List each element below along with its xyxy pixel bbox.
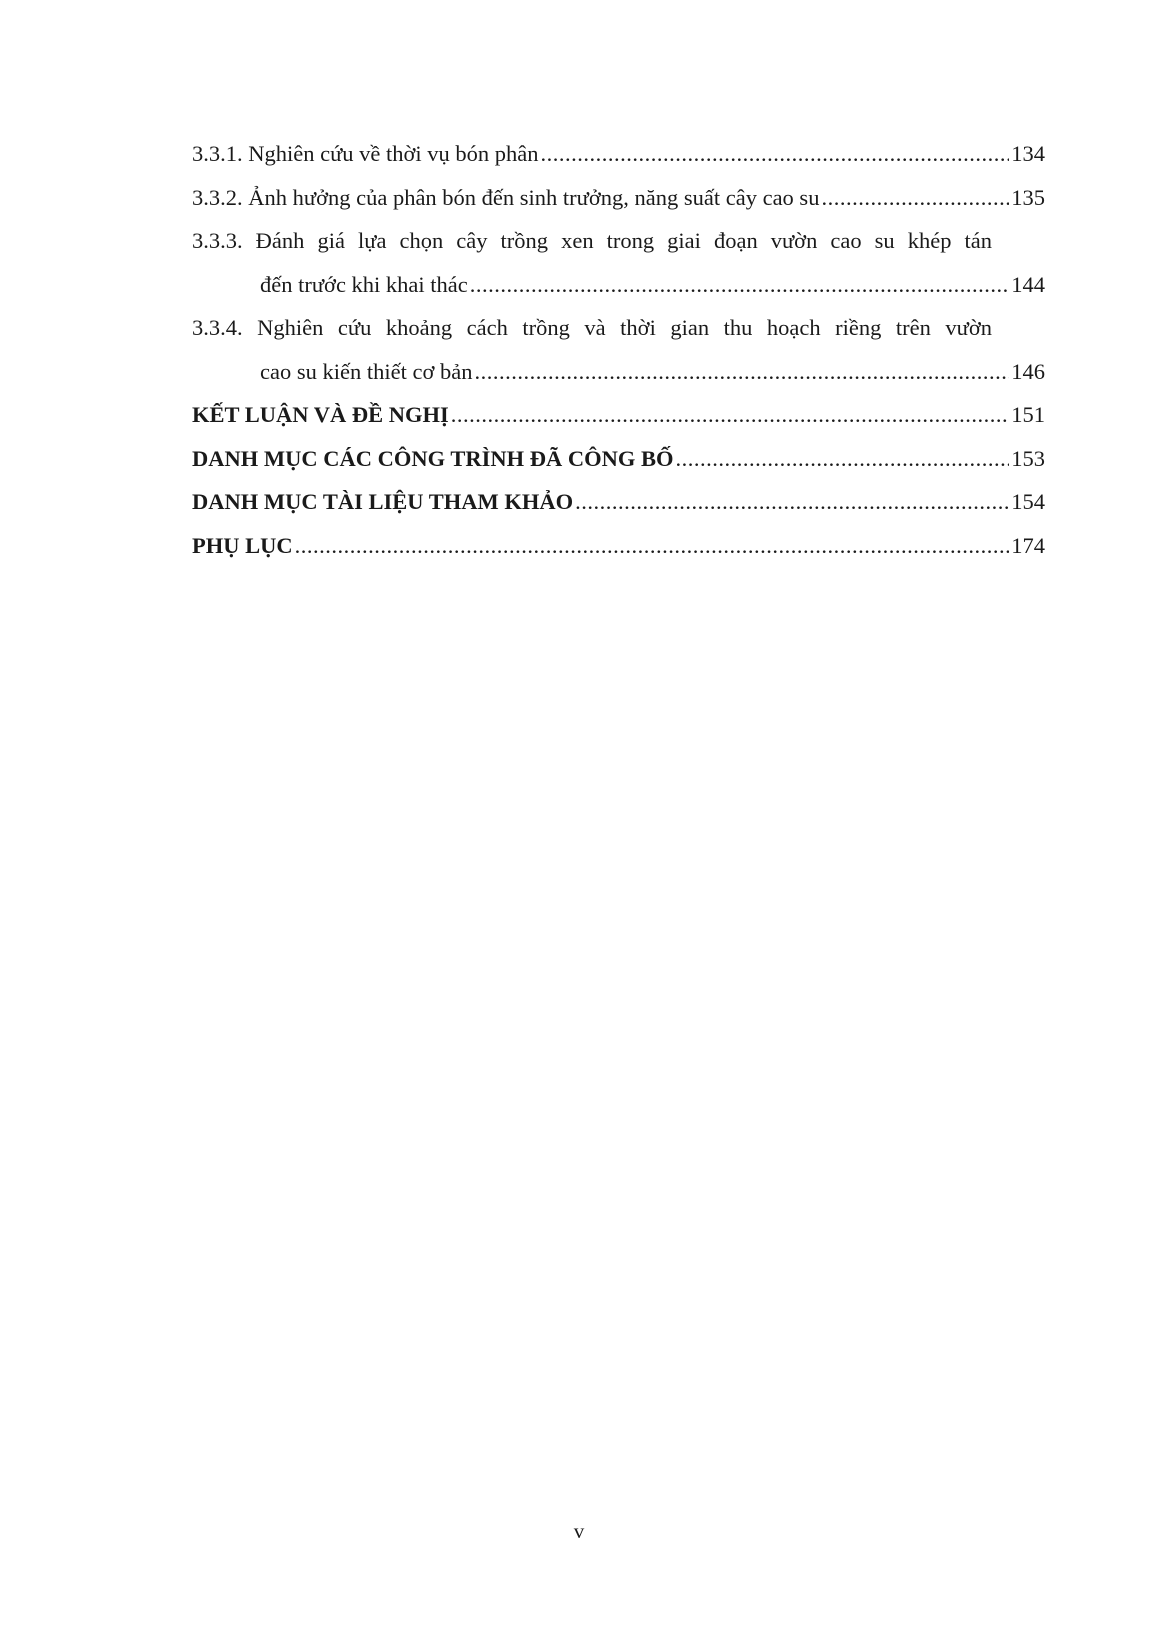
toc-entry-3-3-3-line1: [192, 219, 992, 263]
toc-entry-3-3-4-line2: [192, 350, 1045, 394]
toc-entry-title: 3.3.3. Đánh giá lựa chọn cây trồng xen trong giai đoạn vườn cao su khép tán: [192, 228, 992, 253]
toc-dot-leader: [295, 524, 1010, 568]
toc-entry-page: 174: [1011, 532, 1045, 558]
toc-entry-page: 153: [1011, 445, 1045, 471]
toc-dot-leader: [821, 176, 1009, 220]
toc-dot-leader: [575, 480, 1009, 524]
toc-entry-3-3-4-line1: [192, 306, 992, 350]
toc-dot-leader: [675, 437, 1009, 481]
toc-entry-phu-luc: [192, 524, 1045, 568]
toc-entry-page: 134: [1011, 141, 1045, 166]
toc-entry-continuation: đến trước khi khai thác: [260, 271, 468, 297]
page-number: v: [573, 1519, 585, 1543]
toc-entry-title: 3.3.4. Nghiên cứu khoảng cách trồng và thời gian thu hoạch riềng trên vườn: [192, 315, 992, 340]
toc-entry-page: 135: [1011, 184, 1045, 210]
toc-dot-leader: [451, 393, 1010, 437]
toc-entry-3-3-3-line2: [192, 263, 1045, 307]
table-of-contents: [192, 132, 1045, 567]
toc-entry-page: 151: [1011, 402, 1045, 427]
toc-entry-cong-trinh: [192, 437, 1045, 481]
toc-entry-title: PHỤ LỤC: [192, 532, 293, 558]
toc-entry-continuation: cao su kiến thiết cơ bản: [260, 358, 473, 384]
toc-entry-title: 3.3.1. Nghiên cứu về thời vụ bón phân: [192, 141, 539, 166]
toc-entry-title: KẾT LUẬN VÀ ĐỀ NGHỊ: [192, 402, 449, 427]
toc-entry-3-3-1: [192, 132, 1045, 176]
toc-entry-ket-luan: [192, 393, 1045, 437]
toc-entry-title: DANH MỤC TÀI LIỆU THAM KHẢO: [192, 489, 574, 514]
toc-entry-title: DANH MỤC CÁC CÔNG TRÌNH ĐÃ CÔNG BỐ: [192, 445, 674, 471]
toc-entry-page: 144: [1011, 271, 1045, 297]
toc-dot-leader: [470, 263, 1009, 307]
toc-entry-page: 146: [1011, 358, 1045, 384]
toc-entry-tai-lieu: [192, 480, 1045, 524]
toc-entry-page: 154: [1011, 489, 1045, 514]
toc-entry-title: 3.3.2. Ảnh hưởng của phân bón đến sinh trưởng, năng suất cây cao su: [192, 184, 820, 210]
toc-dot-leader: [541, 132, 1010, 176]
toc-entry-3-3-2: [192, 176, 1045, 220]
toc-dot-leader: [474, 350, 1009, 394]
